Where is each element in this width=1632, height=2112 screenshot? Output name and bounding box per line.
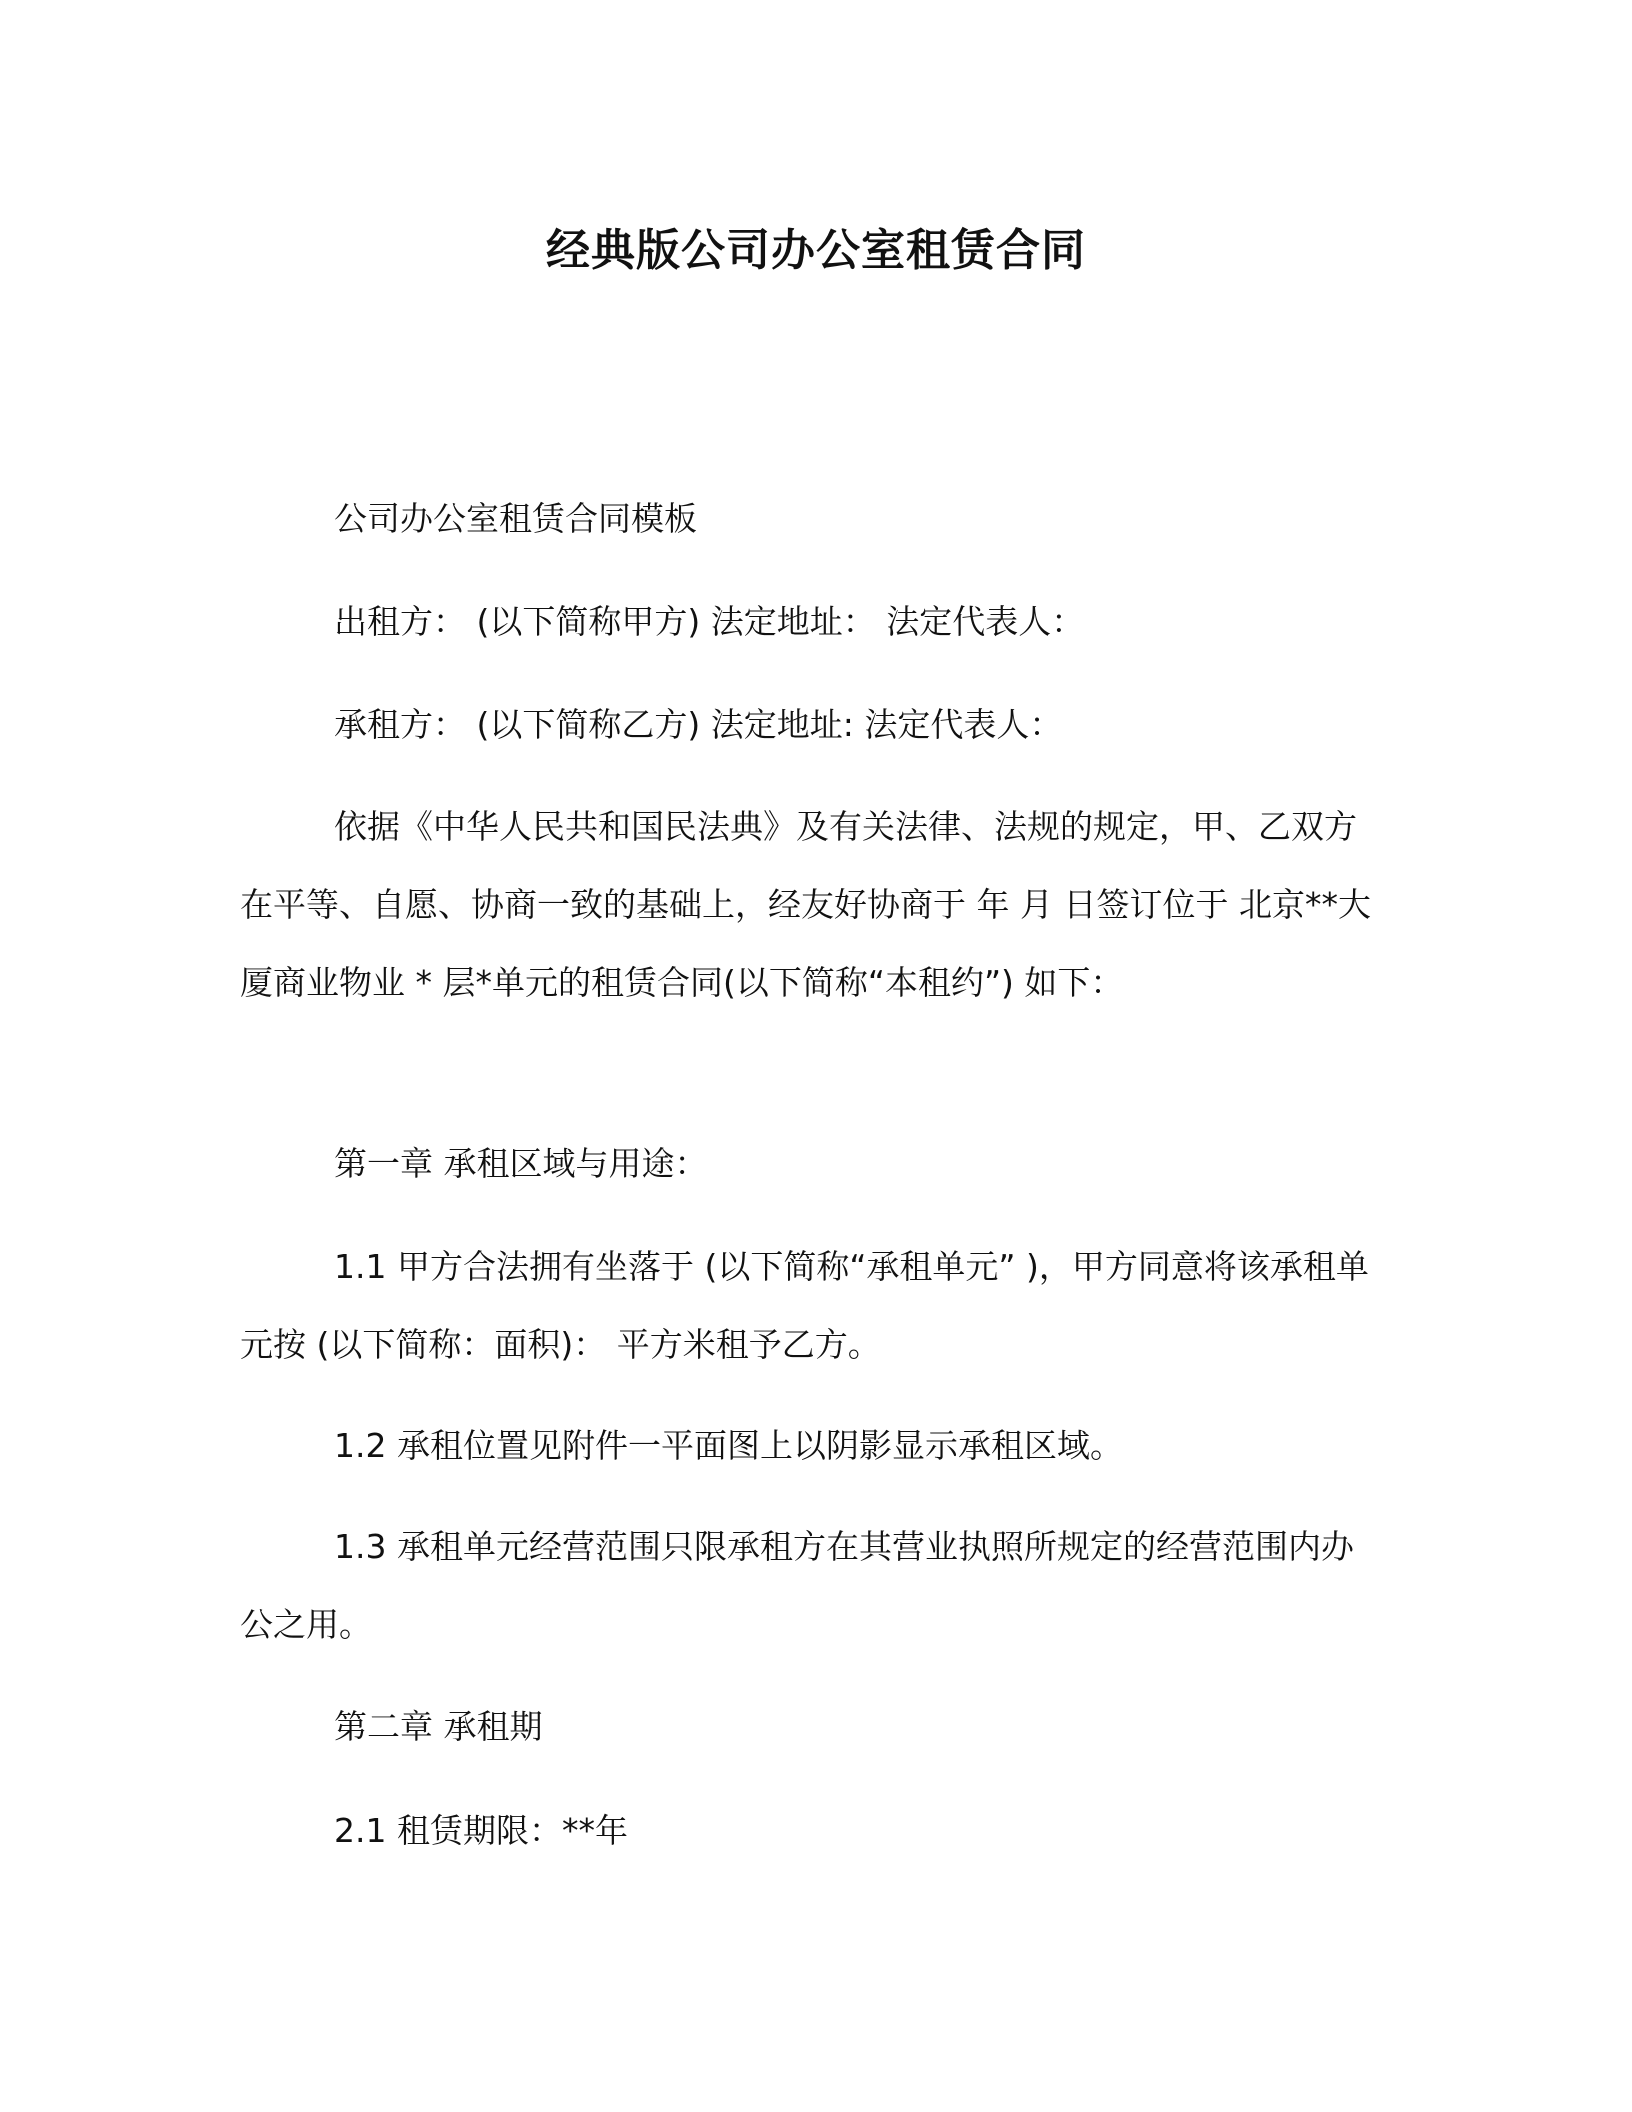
lessee-line: 承租方： (以下简称乙方) 法定地址: 法定代表人： xyxy=(334,705,1063,744)
document-subtitle: 公司办公室租赁合同模板 xyxy=(334,499,697,538)
chapter-1-title: 第一章 承租区域与用途： xyxy=(334,1144,708,1183)
chapter-2-title: 第二章 承租期 xyxy=(334,1707,543,1746)
lessor-line: 出租方： (以下简称甲方) 法定地址： 法定代表人： xyxy=(334,602,1085,641)
clause-1-1: 1.1 甲方合法拥有坐落于 (以下简称“承租单元” )，甲方同意将该承租单元按 (以下简称：面积)： 平方米租予乙方。 xyxy=(240,1247,1369,1364)
clause-1-2: 1.2 承租位置见附件一平面图上以阴影显示承租区域。 xyxy=(334,1426,1123,1465)
preamble-paragraph: 依据《中华人民共和国民法典》及有关法律、法规的规定，甲、乙双方在平等、自愿、协商一致的基础上，经友好协商于 年 月 日签订位于 北京**大厦商业物业 * 层*单元的租赁合同(以下简称“本租约”) 如下： xyxy=(240,807,1371,1002)
clause-1-3: 1.3 承租单元经营范围只限承租方在其营业执照所规定的经营范围内办公之用。 xyxy=(240,1527,1354,1644)
clause-2-1: 2.1 租赁期限：**年 xyxy=(334,1811,628,1850)
document-title: 经典版公司办公室租赁合同 xyxy=(546,225,1086,276)
